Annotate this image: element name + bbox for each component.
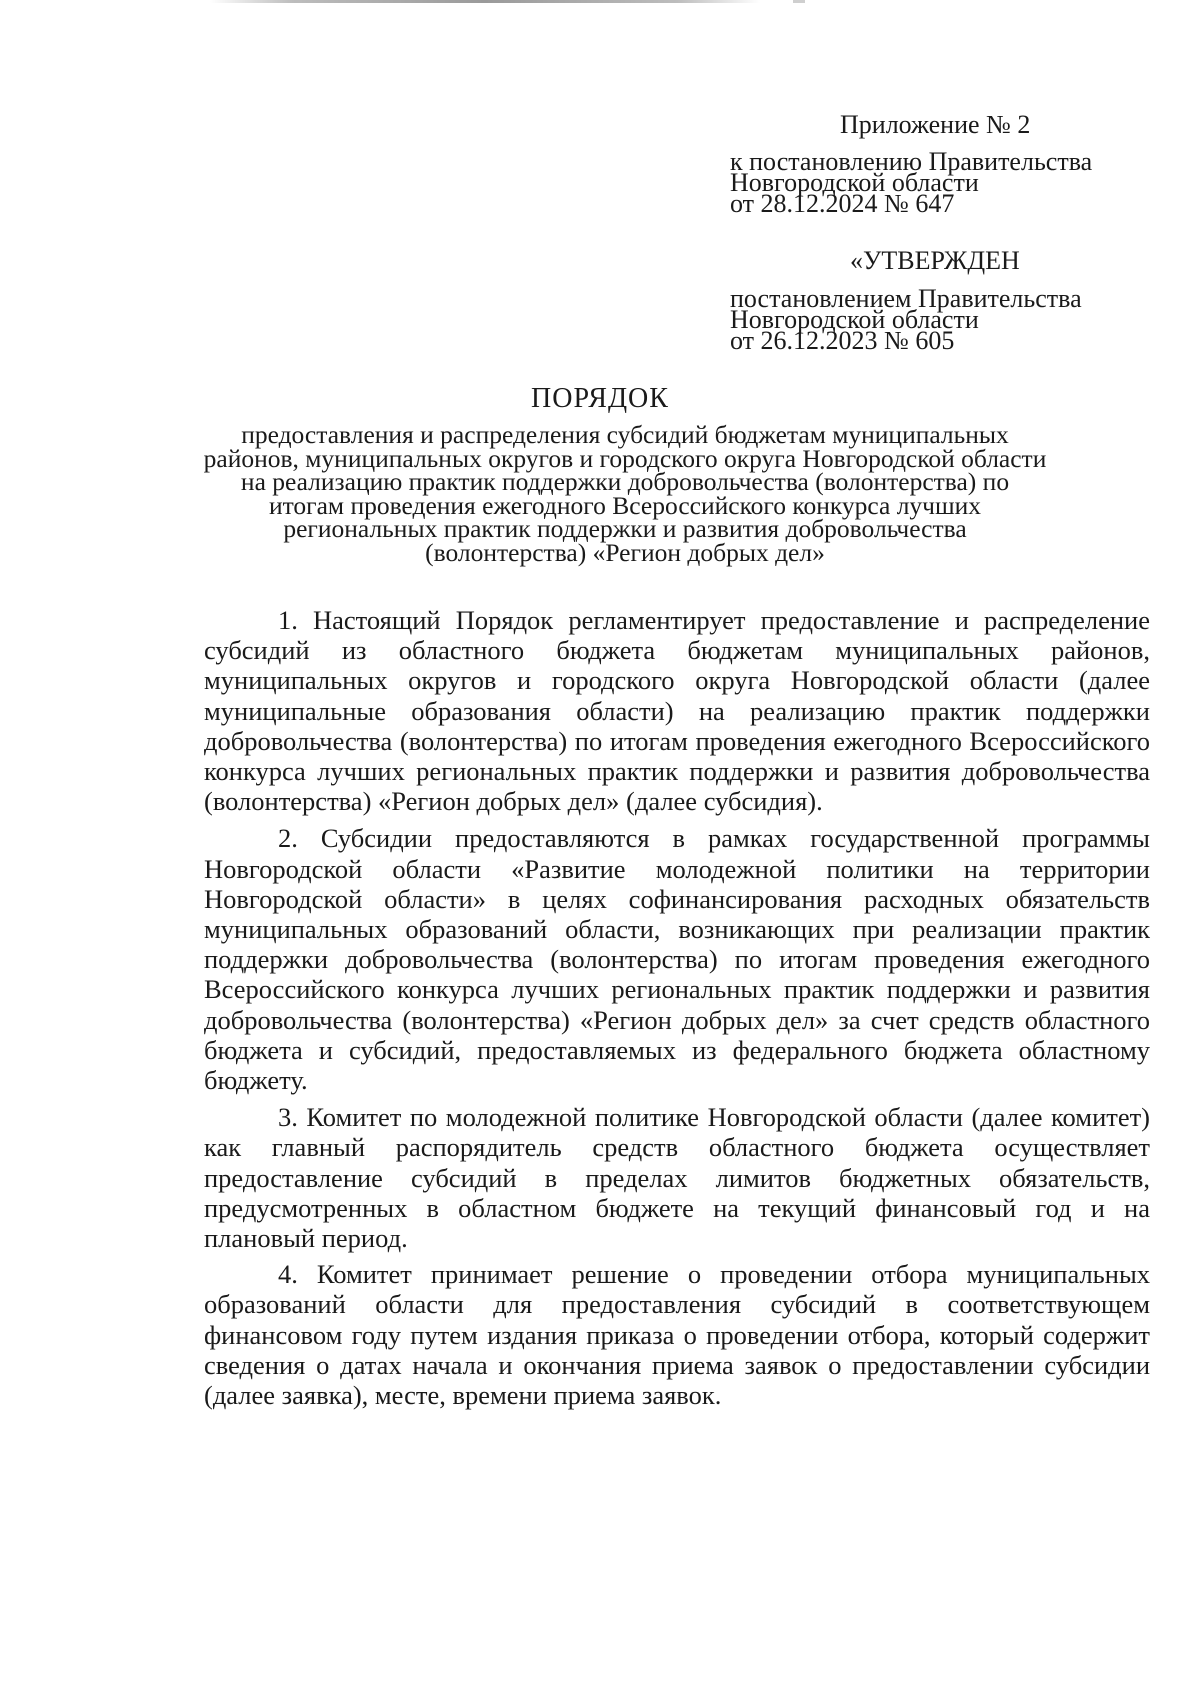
appendix-line: к постановлению Правительства xyxy=(730,147,1093,176)
appendix-header xyxy=(730,110,1150,218)
document-body xyxy=(204,605,1150,1417)
subtitle-line: итогам проведения ежегодного Всероссийского конкурса лучших xyxy=(268,490,982,520)
approved-line: Новгородской области xyxy=(730,305,979,334)
paragraph-2: 2. Субсидии предоставляются в рамках государственной программы Новгородской области «Развитие молодежной политики на территории Новгородской области» в целях софинансирования расходных обязательств муниципальных образований области, возникающих при реализации практик поддержки добровольчества (волонтерства) по итогам проведения ежегодного Всероссийского конкурса лучших региональных практик поддержки и развития добровольчества (волонтерства) «Регион добрых дел» за счет средств областного бюджета и субсидий, предоставляемых из федерального бюджета областному бюджету. xyxy=(204,823,1150,1096)
document-subtitle xyxy=(120,420,1130,567)
appendix-line: Новгородской области xyxy=(730,168,979,197)
appendix-title: Приложение № 2 xyxy=(840,110,1031,139)
appendix-line: от 28.12.2024 № 647 xyxy=(730,189,955,218)
approved-title: «УТВЕРЖДЕН xyxy=(850,246,1020,275)
subtitle-line: (волонтерства) «Регион добрых дел» xyxy=(425,537,825,567)
approved-line: постановлением Правительства xyxy=(730,284,1082,313)
approved-reference xyxy=(730,284,1150,355)
appendix-reference xyxy=(730,147,1150,218)
paragraph-1: 1. Настоящий Порядок регламентирует предоставление и распределение субсидий из областного бюджета бюджетам муниципальных районов, муниципальных округов и городского округа Новгородской области (далее муниципальные образования области) на реализацию практик поддержки добровольчества (волонтерства) по итогам проведения ежегодного Всероссийского конкурса лучших региональных практик поддержки и развития добровольчества (волонтерства) «Регион добрых дел» (далее субсидия). xyxy=(204,605,1150,817)
approval-stamp-block xyxy=(730,246,1150,355)
scan-artifact xyxy=(210,0,760,3)
paragraph-4: 4. Комитет принимает решение о проведении отбора муниципальных образований области для предоставления субсидий в соответствующем финансовом году путем издания приказа о проведении отбора, который содержит сведения о датах начала и окончания приема заявок о предоставлении субсидии (далее заявка), месте, времени приема заявок. xyxy=(204,1259,1150,1411)
subtitle-line: региональных практик поддержки и развития добровольчества xyxy=(283,514,967,543)
subtitle-line: районов, муниципальных округов и городского округа Новгородской области xyxy=(203,443,1047,473)
subtitle-line: на реализацию практик поддержки добровольчества (волонтерства) по xyxy=(240,467,1010,496)
approved-line: от 26.12.2023 № 605 xyxy=(730,326,955,355)
paragraph-3: 3. Комитет по молодежной политике Новгородской области (далее комитет) как главный распорядитель средств областного бюджета осуществляет предоставление субсидий в пределах лимитов бюджетных обязательств, предусмотренных в областном бюджете на текущий финансовый год и на плановый период. xyxy=(204,1102,1150,1254)
subtitle-line: предоставления и распределения субсидий бюджетам муниципальных xyxy=(241,420,1009,449)
document-title: ПОРЯДОК xyxy=(531,383,669,414)
scan-artifact-dot xyxy=(793,0,805,3)
